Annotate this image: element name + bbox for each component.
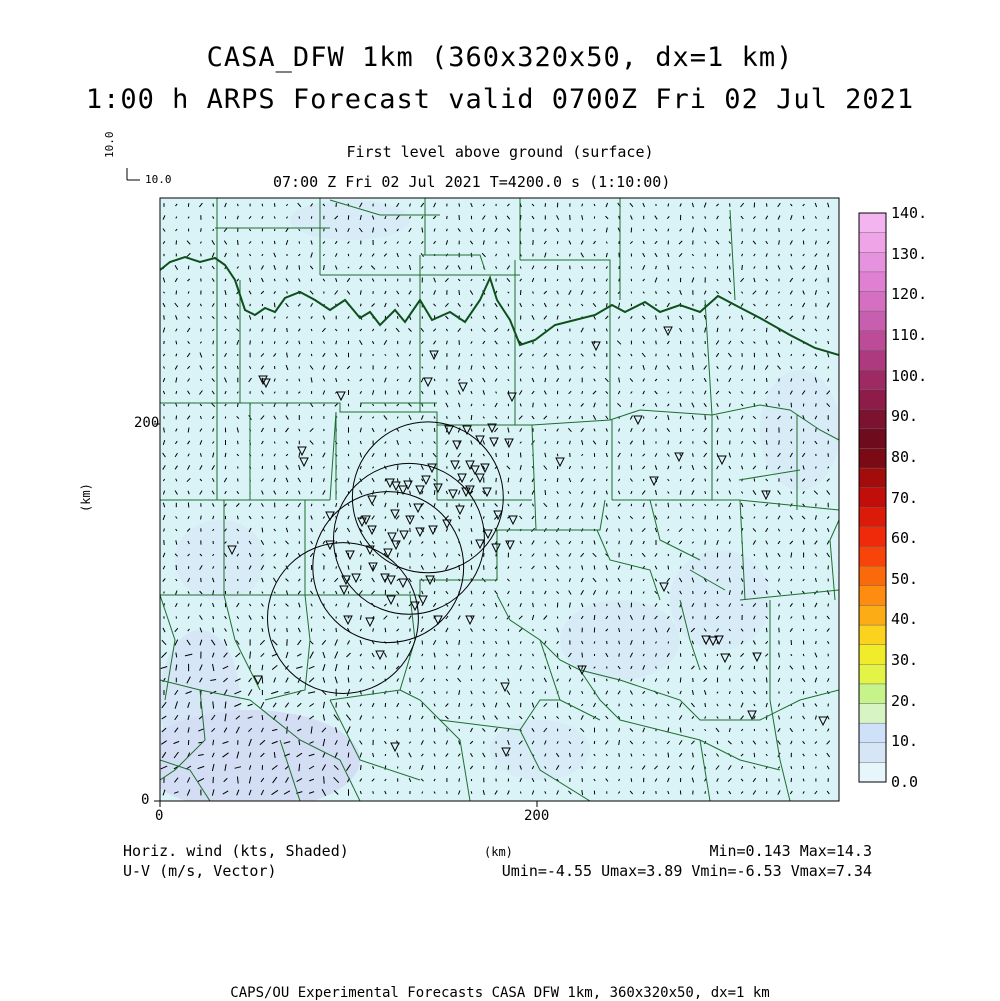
- wind-vector: [287, 328, 288, 332]
- wind-vector: [508, 491, 509, 494]
- wind-vector: [619, 653, 620, 656]
- wind-vector: [459, 529, 460, 532]
- colorbar-swatch: [859, 429, 886, 449]
- wind-vector: [336, 566, 337, 568]
- wind-vector: [176, 391, 177, 394]
- wind-vector: [397, 617, 398, 619]
- wind-vector: [471, 679, 472, 681]
- wind-vector: [693, 654, 694, 656]
- wind-vector: [582, 341, 583, 344]
- wind-vector: [557, 478, 558, 482]
- title-line-1: CASA_DFW 1km (360x320x50, dx=1 km): [0, 42, 1000, 73]
- wind-vector: [545, 490, 546, 495]
- colorbar-label: 110.: [891, 326, 927, 344]
- wind-vector: [803, 729, 804, 731]
- wind-vector: [680, 628, 681, 632]
- wind-vector: [668, 566, 669, 570]
- wind-vector: [484, 354, 485, 357]
- colorbar-label: 40.: [891, 610, 918, 628]
- wind-vector: [238, 204, 239, 206]
- wind-vector: [520, 379, 521, 382]
- wind-vector: [828, 604, 829, 607]
- wind-vector: [188, 266, 189, 270]
- wind-vector: [816, 767, 817, 769]
- wind-vector: [373, 791, 374, 794]
- wind-vector: [730, 266, 731, 270]
- wind-vector: [447, 416, 448, 418]
- wind-vector: [459, 290, 460, 295]
- wind-vector: [705, 703, 706, 707]
- wind-vector: [447, 791, 448, 793]
- colorbar-swatch: [859, 684, 886, 704]
- colorbar-label: 140.: [891, 204, 927, 222]
- wind-vector: [631, 778, 632, 782]
- wind-vector: [668, 753, 669, 758]
- reference-vector: [127, 168, 140, 180]
- wind-vector: [607, 303, 608, 307]
- wind-vector: [619, 753, 620, 757]
- wind-vector: [238, 441, 239, 444]
- wind-vector: [766, 378, 767, 382]
- wind-vector: [582, 416, 583, 419]
- colorbar-swatch: [859, 625, 886, 645]
- colorbar-swatch: [859, 743, 886, 763]
- wind-vector: [238, 253, 239, 256]
- wind-vector: [557, 265, 558, 270]
- colorbar-label: 60.: [891, 529, 918, 547]
- colorbar-swatch: [859, 233, 886, 253]
- wind-vector: [557, 503, 558, 507]
- wind-vector: [484, 641, 485, 644]
- wind-vector: [668, 666, 669, 669]
- wind-vector: [668, 441, 669, 445]
- wind-vector: [225, 466, 226, 469]
- wind-vector: [422, 729, 423, 732]
- colorbar-swatch: [859, 448, 886, 468]
- wind-vector: [803, 766, 804, 769]
- wind-vector: [164, 315, 165, 319]
- colorbar-swatch: [859, 547, 886, 567]
- uv-stats: Umin=-4.55 Umax=3.89 Vmin=-6.53 Vmax=7.34: [502, 862, 872, 880]
- wind-vector: [803, 654, 804, 656]
- wind-vector: [471, 453, 472, 457]
- wind-vector: [201, 266, 202, 268]
- wind-vector: [508, 478, 509, 483]
- wind-shade-patch: [160, 630, 240, 770]
- footer-credit: CAPS/OU Experimental Forecasts CASA DFW 1km, 360x320x50, dx=1 km: [0, 985, 1000, 1001]
- wind-vector: [496, 753, 497, 757]
- wind-vector: [164, 592, 165, 594]
- min-max-stats: Min=0.143 Max=14.3: [709, 842, 872, 860]
- wind-vector: [262, 715, 263, 720]
- wind-vector: [274, 341, 275, 344]
- colorbar-label: 90.: [891, 407, 918, 425]
- wind-vector: [545, 479, 546, 481]
- wind-vector: [766, 677, 767, 682]
- wind-vector: [434, 354, 435, 357]
- wind-vector: [274, 241, 275, 244]
- subtitle-time: 07:00 Z Fri 02 Jul 2021 T=4200.0 s (1:10:00): [273, 173, 670, 191]
- wind-vector: [311, 341, 312, 344]
- wind-vector: [545, 604, 546, 606]
- wind-vector: [434, 390, 435, 394]
- wind-vector: [779, 254, 780, 256]
- wind-vector: [680, 678, 681, 683]
- colorbar-swatch: [859, 370, 886, 390]
- wind-vector: [410, 691, 411, 694]
- wind-vector: [803, 216, 804, 219]
- colorbar-swatch: [859, 272, 886, 292]
- wind-vector: [213, 229, 214, 231]
- wind-vector: [397, 478, 398, 481]
- y-tick-label: 0: [141, 792, 149, 808]
- wind-vector: [730, 541, 731, 544]
- field-label: Horiz. wind (kts, Shaded): [123, 842, 349, 860]
- colorbar-label: 80.: [891, 448, 918, 466]
- wind-vector: [459, 203, 460, 206]
- wind-vector: [385, 279, 386, 282]
- colorbar-swatch: [859, 723, 886, 743]
- wind-vector: [656, 341, 657, 345]
- wind-vector: [705, 791, 706, 793]
- wind-vector: [803, 379, 804, 381]
- wind-vector: [557, 653, 558, 657]
- wind-vector: [238, 240, 239, 245]
- colorbar-swatch: [859, 586, 886, 606]
- colorbar-swatch: [859, 468, 886, 488]
- colorbar-label: 120.: [891, 285, 927, 303]
- x-axis-label: (km): [484, 845, 513, 859]
- wind-vector: [361, 765, 362, 770]
- wind-vector: [533, 403, 534, 408]
- reference-vector-v-label: 10.0: [103, 132, 116, 159]
- wind-vector: [533, 629, 534, 631]
- colorbar-swatch: [859, 704, 886, 724]
- wind-vector: [717, 741, 718, 744]
- wind-vector: [238, 403, 239, 407]
- wind-vector: [385, 754, 386, 756]
- wind-vector: [631, 465, 632, 470]
- wind-vector: [201, 228, 202, 232]
- wind-vector: [201, 316, 202, 319]
- subtitle-level: First level above ground (surface): [0, 143, 1000, 161]
- wind-vector: [471, 541, 472, 545]
- colorbar-label: 0.0: [891, 773, 918, 791]
- wind-vector: [471, 653, 472, 657]
- colorbar-swatch: [859, 213, 886, 233]
- wind-vector: [766, 715, 767, 719]
- wind-shade-patch: [490, 720, 590, 780]
- reference-vector-u-label: 10.0: [145, 173, 172, 186]
- wind-vector: [201, 516, 202, 520]
- wind-vector: [262, 528, 263, 533]
- wind-vector: [422, 666, 423, 669]
- wind-vector: [754, 479, 755, 482]
- wind-vector: [730, 254, 731, 257]
- colorbar-swatch: [859, 507, 886, 527]
- wind-vector: [520, 267, 521, 269]
- x-tick-label: 200: [524, 808, 549, 824]
- wind-vector: [434, 366, 435, 369]
- title-line-2: 1:00 h ARPS Forecast valid 0700Z Fri 02 Jul 2021: [0, 84, 1000, 115]
- wind-vector: [250, 329, 251, 332]
- wind-vector: [434, 379, 435, 381]
- wind-vector: [508, 765, 509, 769]
- colorbar-swatch: [859, 566, 886, 586]
- colorbar-swatch: [859, 488, 886, 508]
- colorbar-swatch: [859, 252, 886, 272]
- wind-vector: [668, 503, 669, 507]
- wind-vector: [311, 504, 312, 506]
- wind-vector: [348, 665, 349, 670]
- wind-vector: [533, 291, 534, 293]
- colorbar-label: 50.: [891, 570, 918, 588]
- vector-label: U-V (m/s, Vector): [123, 862, 277, 880]
- wind-vector: [582, 228, 583, 231]
- wind-vector: [201, 254, 202, 257]
- wind-shade-patch: [175, 520, 265, 600]
- colorbar-swatch: [859, 527, 886, 547]
- colorbar-label: 20.: [891, 692, 918, 710]
- wind-vector: [582, 541, 583, 544]
- wind-vector: [287, 379, 288, 381]
- wind-vector: [582, 466, 583, 468]
- wind-vector: [631, 292, 632, 294]
- colorbar-swatch: [859, 762, 886, 782]
- wind-vector: [766, 791, 767, 794]
- wind-shade-patch: [670, 550, 770, 650]
- colorbar-label: 130.: [891, 245, 927, 263]
- wind-vector: [324, 776, 325, 783]
- wind-vector: [447, 729, 448, 732]
- wind-vector: [594, 615, 595, 620]
- colorbar-label: 30.: [891, 651, 918, 669]
- colorbar-label: 70.: [891, 489, 918, 507]
- wind-vector: [471, 565, 472, 570]
- wind-vector: [816, 428, 817, 432]
- wind-vector: [607, 679, 608, 681]
- wind-vector: [705, 540, 706, 544]
- wind-vector: [164, 404, 165, 406]
- x-tick-label: 0: [155, 808, 163, 824]
- colorbar-swatch: [859, 291, 886, 311]
- wind-vector: [299, 265, 300, 269]
- wind-vector: [274, 303, 275, 308]
- wind-vector: [397, 503, 398, 508]
- colorbar-swatch: [859, 645, 886, 665]
- colorbar-swatch: [859, 331, 886, 351]
- colorbar-swatch: [859, 311, 886, 331]
- wind-vector: [816, 403, 817, 406]
- wind-vector: [459, 778, 460, 781]
- wind-vector: [262, 454, 263, 456]
- wind-vector: [754, 753, 755, 757]
- wind-vector: [557, 454, 558, 457]
- wind-vector: [816, 641, 817, 644]
- wind-vector: [287, 628, 288, 632]
- wind-vector: [238, 566, 239, 569]
- wind-vector: [250, 340, 251, 344]
- wind-vector: [348, 441, 349, 445]
- wind-vector: [410, 592, 411, 594]
- wind-vector: [471, 329, 472, 331]
- colorbar-swatch: [859, 390, 886, 410]
- wind-vector: [791, 778, 792, 782]
- wind-vector: [434, 566, 435, 568]
- wind-vector: [643, 716, 644, 720]
- wind-vector: [262, 677, 263, 684]
- colorbar: [859, 213, 886, 782]
- wind-vector: [447, 691, 448, 693]
- wind-vector: [779, 379, 780, 382]
- wind-vector: [471, 415, 472, 420]
- wind-vector: [742, 265, 743, 270]
- wind-vector: [434, 728, 435, 732]
- wind-vector: [434, 490, 435, 495]
- wind-vector: [324, 229, 325, 232]
- wind-vector: [434, 428, 435, 432]
- wind-vector: [766, 628, 767, 632]
- colorbar-swatch: [859, 409, 886, 429]
- wind-vector: [570, 628, 571, 631]
- wind-vector: [619, 541, 620, 544]
- wind-vector: [213, 616, 214, 619]
- wind-vector: [385, 628, 386, 632]
- wind-vector: [680, 479, 681, 481]
- wind-vector: [779, 228, 780, 232]
- wind-vector: [348, 753, 349, 758]
- wind-vector: [508, 304, 509, 307]
- wind-vector: [607, 541, 608, 543]
- colorbar-swatch: [859, 664, 886, 684]
- colorbar-swatch: [859, 605, 886, 625]
- wind-vector: [693, 429, 694, 431]
- wind-vector: [594, 566, 595, 570]
- colorbar-swatch: [859, 350, 886, 370]
- wind-vector: [693, 216, 694, 218]
- wind-vector: [262, 204, 263, 206]
- wind-vector: [693, 729, 694, 731]
- wind-vector: [619, 279, 620, 282]
- colorbar-label: 10.: [891, 732, 918, 750]
- wind-vector: [816, 467, 817, 469]
- y-tick-label: 200: [134, 415, 159, 431]
- wind-vector: [582, 653, 583, 658]
- wind-vector: [791, 304, 792, 306]
- y-axis-label: (km): [79, 483, 93, 512]
- wind-vector: [434, 591, 435, 594]
- wind-vector: [496, 453, 497, 457]
- wind-vector: [779, 440, 780, 444]
- wind-vector: [311, 354, 312, 356]
- colorbar-label: 100.: [891, 367, 927, 385]
